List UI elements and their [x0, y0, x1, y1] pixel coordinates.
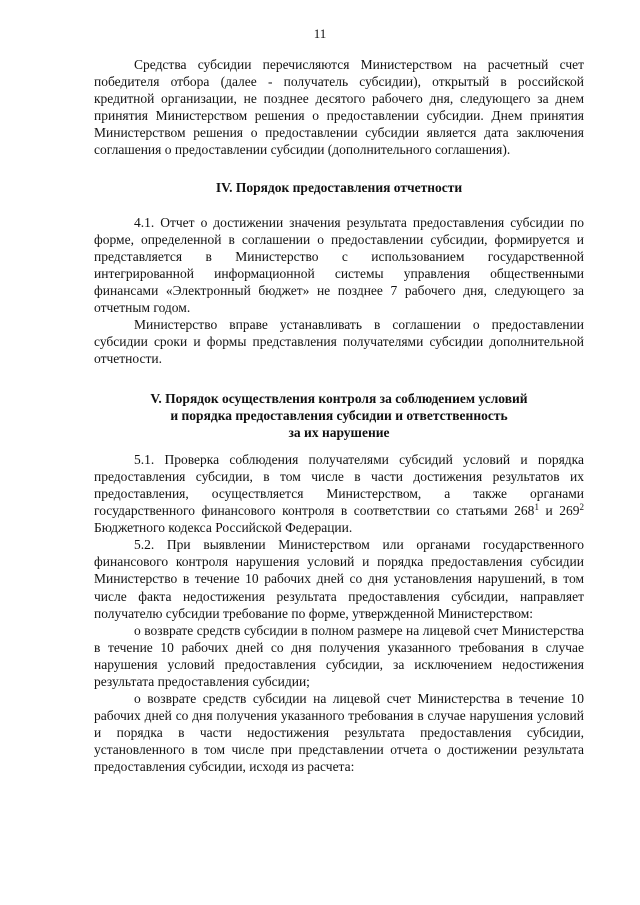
superscript-1: 1: [534, 502, 539, 513]
section-5-heading-line-1: V. Порядок осуществления контроля за соблюдением условий: [150, 390, 528, 406]
paragraph-5-2: 5.2. При выявлении Министерством или органами государственного финансового контроля нарушения условий и порядка предоставления субсидии Министерство в течение 10 рабочих дней со дня установления нарушений, в том числе факта недостижения результата предоставления субсидии, направляет получателю субсидии требование по форме, утвержденной Министерством:: [94, 537, 584, 621]
section-4-heading: IV. Порядок предоставления отчетности: [215, 179, 463, 195]
paragraph-5-1: [94, 451, 584, 536]
paragraph-5-2-full-return: о возврате средств субсидии в полном размере на лицевой счет Министерства в течение 10 рабочих дней со дня получения указанного требования в случае нарушения условий предоставления субсидии, за исключением недостижения результата предоставления субсидии;: [94, 622, 584, 689]
paragraph-4-1: 4.1. Отчет о достижении значения результата предоставления субсидии по форме, определенной в соглашении о предоставлении субсидии, формируется и представляется в Министерство с использованием государственной интегрированной информационной системы управления общественными финансами «Электронный бюджет» не позднее 7 рабочего дня, следующего за отчетным годом.: [94, 214, 584, 316]
paragraph-5-1-text: 5.1. Проверка соблюдения получателями субсидий условий и порядка предоставления субсидии, в том числе в части достижения результатов их предоставления, осуществляется Министерством, а также органами государственного финансового контроля в соответствии со статьями 268: [94, 451, 584, 519]
paragraph-5-1-end: Бюджетного кодекса Российской Федерации.: [94, 520, 353, 536]
section-5-heading-line-2: и порядка предоставления субсидии и ответственность: [170, 407, 508, 423]
paragraph-4-additional-reporting: Министерство вправе устанавливать в соглашении о предоставлении субсидии сроки и формы представления получателями субсидии дополнительной отчетности.: [94, 317, 584, 367]
paragraph-5-1-mid: и 269: [538, 503, 580, 519]
document-body: [94, 56, 584, 776]
section-5-heading: [94, 390, 584, 441]
paragraph-subsidy-transfer: Средства субсидии перечисляются Министерством на расчетный счет победителя отбора (далее - получатель субсидии), открытый в российской кредитной организации, не позднее десятого рабочего дня, следующего за днем принятия Министерством решения о предоставлении субсидии. Днем принятия Министерством решения о предоставлении субсидии является дата заключения соглашения о предоставлении субсидии (дополнительного соглашения).: [94, 57, 584, 158]
section-5-heading-line-3: за их нарушение: [288, 424, 390, 440]
superscript-2: 2: [579, 502, 584, 513]
paragraph-5-2-partial-return: о возврате средств субсидии на лицевой счет Министерства в течение 10 рабочих дней со дня получения указанного требования в случае нарушения условий и порядка в части недостижения результата предоставления субсидии, установленного в том числе при представлении отчета о достижении результата предоставления субсидии, исходя из расчета:: [94, 691, 584, 775]
page-number: 11: [313, 26, 327, 41]
